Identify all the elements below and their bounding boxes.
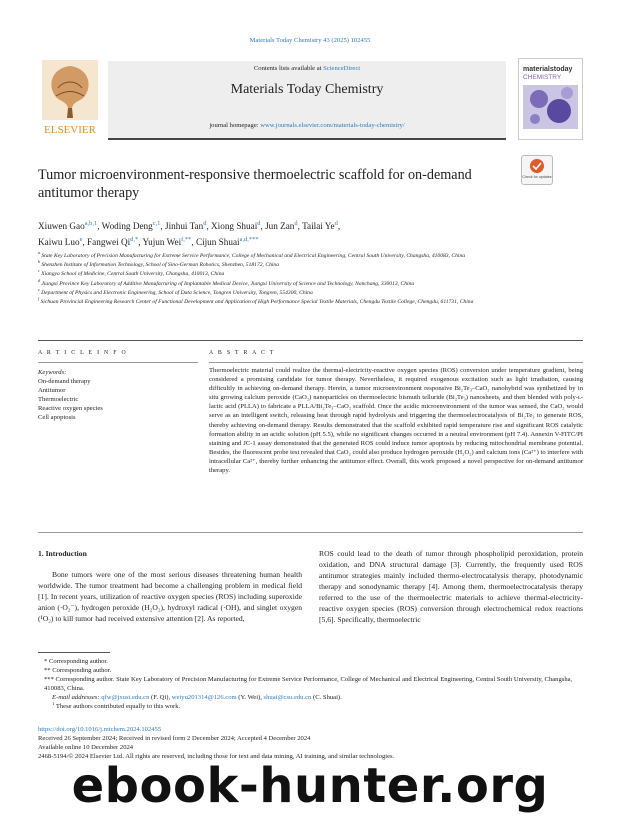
divider: [38, 532, 583, 533]
journal-reference-link[interactable]: Materials Today Chemistry 43 (2025) 102455: [249, 37, 371, 44]
keyword: Antitumor: [38, 387, 66, 395]
footnote-divider: [38, 652, 110, 653]
author[interactable]: Jinhui Tan$^d$,: [165, 219, 212, 231]
affiliation: $^c$ Xiangya School of Medicine, Central South University, Changsha, 410013, China: [38, 269, 225, 278]
author-list: [38, 218, 578, 250]
divider: [38, 340, 583, 341]
affiliation-list: [38, 253, 583, 306]
copyright: 2468-5194/© 2024 Elsevier Ltd. All rights are reserved, including those for text and data mining, AI training, and similar technologies.: [38, 753, 395, 761]
divider: [209, 362, 583, 363]
doi-link[interactable]: https://doi.org/10.1016/j.mtchem.2024.102455: [38, 726, 162, 733]
keywords-label: Keywords:: [38, 369, 67, 376]
keyword: Reactive oxygen species: [38, 405, 103, 413]
cover-title-sub: CHEMISTRY: [523, 74, 562, 81]
watermark: ebook-hunter.org: [71, 758, 549, 814]
intro-left-column: [38, 548, 302, 624]
email-link[interactable]: weiyu201314@126.com: [171, 694, 237, 702]
equal-contribution-note: $^1$ These authors contributed equally to this work.: [52, 701, 181, 711]
affiliation: $^e$ Department of Physics and Electronic Engineering, School of Data Science, Tongren University, Tongren, 554300, China: [38, 287, 313, 296]
divider: [38, 362, 198, 363]
check-updates-icon: [522, 156, 552, 184]
author[interactable]: Xiuwen Gao$^{a,b,1}$,: [38, 219, 102, 231]
homepage-line: [108, 122, 506, 129]
email-link[interactable]: shuai@csu.edu.cn: [263, 694, 312, 702]
author[interactable]: Woding Deng$^{c,1}$,: [101, 219, 165, 231]
author[interactable]: Tailai Ye$^d$,: [302, 219, 341, 231]
contents-prefix: Contents lists available at: [253, 65, 324, 72]
footnote: * Corresponding author.: [44, 658, 108, 665]
footnote: *** Corresponding author. State Key Laboratory of Precision Manufacturing for Extreme Service Performance, College of Mechanical and Electrical Engineering, Central South University, Changsha, 410083, China.: [44, 676, 573, 693]
journal-cover: [518, 58, 583, 140]
homepage-prefix: journal homepage:: [209, 122, 261, 129]
cover-title-main: materialstoday: [523, 66, 573, 73]
author[interactable]: Jun Zan$^d$,: [265, 219, 303, 231]
intro-right-column: [319, 548, 583, 625]
author[interactable]: Kaiwu Luo$^e$,: [38, 235, 88, 247]
intro-paragraph-continued: ROS could lead to the death of tumor through phospholipid peroxidation, protein oxidation, and DNA structural damage [3]. Currently, the frequently used ROS antitumor strategies mainly included thermo-electrocatalysis therapy, photodynamic therapy and sonodynamic therapy [4]. Among them, thermoelectrocatalysis therapy referred to the use of the thermoelectric materials to achieve thermal-electricity-reactive oxygen species (ROS) conversion through electrochemical redox reactions [5,6]. Specifically, thermoelectric: [319, 549, 583, 624]
abstract-heading: A B S T R A C T: [209, 350, 276, 356]
author[interactable]: Cijun Shuai$^{a,d,***}$: [195, 235, 259, 247]
affiliation: $^d$ Jiangxi Province Key Laboratory of Additive Manufacturing of Implantable Medical Device, Jiangxi University of Science and Technology, Nanchang, 330013, China: [38, 278, 415, 287]
keywords-block: [38, 368, 198, 423]
author[interactable]: Yujun Wei$^{f,**}$,: [142, 235, 196, 247]
contents-line: [108, 65, 506, 72]
journal-title: Materials Today Chemistry: [230, 82, 384, 97]
publication-info: [38, 725, 583, 761]
article-info-heading: A R T I C L E I N F O: [38, 350, 128, 356]
check-for-updates-button[interactable]: [521, 155, 553, 185]
email-addresses: E-mail addresses: qfw@jxust.edu.cn (F. Qi), weiyu201314@126.com (Y. Wei), shuai@csu.edu.cn (C. Shuai).: [52, 694, 342, 702]
received-dates: Received 26 September 2024; Received in revised form 2 December 2024; Accepted 4 December 2024: [38, 735, 311, 743]
sciencedirect-link[interactable]: ScienceDirect: [323, 65, 361, 72]
check-updates-label: Check for updates: [522, 175, 552, 179]
intro-heading: 1. Introduction: [38, 549, 87, 558]
journal-homepage-link[interactable]: www.journals.elsevier.com/materials-today-chemistry/: [260, 122, 405, 129]
keyword: On-demand therapy: [38, 378, 91, 386]
available-online: Available online 10 December 2024: [38, 744, 134, 752]
author[interactable]: Xiong Shuai$^d$,: [211, 219, 266, 231]
email-link[interactable]: qfw@jxust.edu.cn: [101, 694, 150, 702]
affiliation: $^b$ Shenzhen Institute of Information Technology, School of Sino-German Robotics, Shenzhen, 518172, China: [38, 260, 280, 269]
article-title: Tumor microenvironment-responsive thermoelectric scaffold for on-demand antitumor therapy: [38, 167, 472, 201]
journal-cover-image: [519, 59, 582, 139]
keyword: Cell apoptosis: [38, 414, 76, 422]
affiliation: $^f$ Sichuan Provincial Engineering Research Center of Functional Development and Application of High Performance Special Textile Materials, Chengdu Textile College, Chengdu, 611731, China: [38, 297, 474, 306]
author[interactable]: Fangwei $Qi^{d,*}$,: [87, 235, 143, 247]
publisher-name: ELSEVIER: [44, 124, 96, 136]
footnote: ** Corresponding author.: [44, 667, 112, 675]
abstract-text: Thermoelectric material could realize the thermal-electricity-reactive oxygen species (ROS) conversion under temperature gradient, being considered a promising candidate for tumor therapy. Nevertheless, it required exogenous excitation such as light irradiation, causing difficultly in achieving on-demand therapy. Herein, a tumor microenvironment responsive Bi₂Te₃–CaO₂ nanohybrid was synthetized by in situ growing calcium peroxide (CaO₂) nanoparticles on thermoelectric bismuth telluride (Bi₂Te₃) nanosheets, and then blended with poly-ʟ-lactic acid (PLLA) to fabricate a PLLA/Bi₂Te₃–CaO₂ scaffold. Once the acidic microenvironment of the tumor was sensed, the CaO₂ would serve as an intelligent switch, releasing heat through rapid hydrolysis and triggering the thermoelectrocatalysis of Bi₂Te₃ to generate ROS, thereby achieving on-demand therapy. Results demonstrated that the scaffold exhibited rapid temperature rise and significant ROS catalytic formation ability in an acidic solution (pH 5.5), while no significant changes occurred in a neutral environment (pH 7.4). Annexin V-FITC/PI staining and JC-1 assay demonstrated that the generated ROS could induce tumor apoptosis by reducing mitochondrial membrane potential. Besides, the fluorescent probe test revealed that CaO₂ could also produce hydrogen peroxide (H₂O₂) and calcium ions (Ca²⁺) to interfere with intracellular Ca²⁺, thereby further enhancing the antitumor effect. Overall, this work proposed a novel perspective for on-demand antitumor therapy.: [209, 367, 583, 475]
footnotes: [38, 657, 583, 712]
affiliation: $^a$ State Key Laboratory of Precision Manufacturing for Extreme Service Performance, College of Mechanical and Electrical Engineering, Central South University, Changsha, 410083, China: [38, 251, 466, 259]
intro-paragraph: Bone tumors were one of the most serious diseases threatening human health worldwide. The tumor treatment had become a challenging problem in medical field [1]. In recent years, utilization of reactive oxygen species (ROS) including superoxide anion (·O₂⁻), hydrogen peroxide (H₂O₂), hydroxyl radical (·OH), and singlet oxygen (¹O₂) to kill tumor had received extensive attention [2]. As reported,: [38, 570, 302, 623]
keyword: Thermoelectric: [38, 396, 79, 404]
elsevier-tree-logo: [38, 58, 102, 138]
